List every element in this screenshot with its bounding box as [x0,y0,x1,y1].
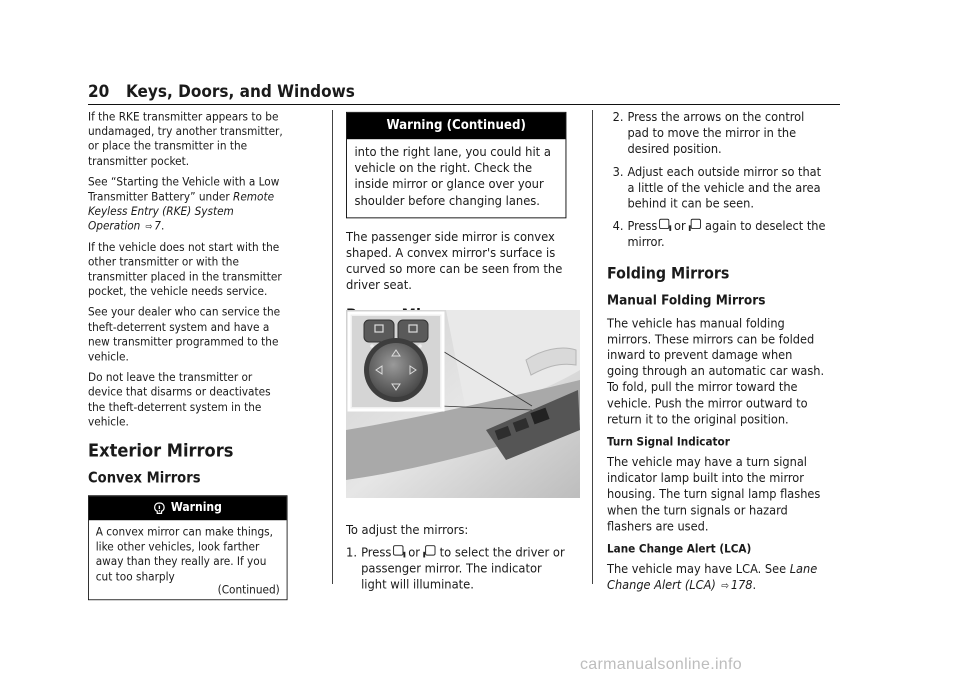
text: . [752,578,757,593]
page-ref-arrow-icon: ⇨ [145,221,153,233]
section-heading: Exterior Mirrors [88,440,234,461]
paragraph: The vehicle has manual folding mirrors. These mirrors can be folded inward to prevent damage when going through an automatic car wash. To fold, pull the mirror toward the vehicle. Push the mirror outward to return it to the original position. [607,316,825,427]
warning-header [347,113,566,139]
paragraph: See your dealer who can service the theft-deterrent system and have a new transmitter programmed to the vehicle. [88,305,281,364]
text: or [673,219,686,234]
paragraph: If the vehicle does not start with the other transmitter or with the transmitter placed in the transmitter pocket, the vehicle needs service. [88,240,282,299]
paragraph: If the RKE transmitter appears to be undamaged, try another transmitter, or place the transmitter in the transmitter pocket. [88,110,283,169]
warning-title: Warning (Continued) [386,117,526,133]
step-number: 2. [612,110,624,125]
list-item [613,165,827,213]
text: Press [627,219,658,234]
column-divider [332,110,333,584]
page-header [88,82,840,105]
page-number: 20 [88,82,110,102]
text: Press [361,545,392,561]
page-ref-number[interactable]: 178 [730,578,753,593]
step-text: Adjust each outside mirror so that a little of the vehicle and the area behind it can be seen. [627,164,822,212]
left-mirror-button-icon [425,545,435,555]
column-right [607,110,826,601]
minor-heading: Lane Change Alert (LCA) [607,541,752,556]
right-mirror-button-icon [659,219,669,229]
paragraph: To adjust the mirrors: [346,522,469,538]
right-mirror-button-icon [393,545,403,555]
section-heading: Folding Mirrors [607,264,730,283]
mirror-control-photo [346,310,580,498]
list-item [613,219,827,251]
paragraph: The passenger side mirror is convex shaped. A convex mirror's surface is curved so more can be seen from the driver seat. [346,229,563,294]
subsection-heading: Manual Folding Mirrors [607,292,766,308]
text: The vehicle may have LCA. See [607,562,790,577]
warning-text: into the right lane, you could hit a vehicle on the right. Check the inside mirror or glance over your shoulder before changing lanes. [354,144,551,209]
step-text: Press the arrows on the control pad to move the mirror in the desired position. [627,110,805,157]
warning-text: A convex mirror can make things, like other vehicles, look farther away than they really are. If you cut too sharply [95,525,273,584]
page-ref-number[interactable]: 7 [154,219,161,234]
text: . [160,219,165,234]
warning-box [88,495,288,600]
text: or [408,545,420,561]
paragraph: Do not leave the transmitter or device that disarms or deactivates the theft-deterrent system in the vehicle. [88,370,271,429]
paragraph: The vehicle may have a turn signal indicator lamp built into the mirror housing. The turn signal lamp flashes when the turn signals or hazard flashers are used. [607,455,821,534]
column-left [88,110,288,600]
continued-label: (Continued) [217,582,280,597]
paragraph [607,562,826,594]
cross-reference-link[interactable]: Remote Keyless Entry (RKE) System Operation [88,189,275,234]
cross-reference-link[interactable]: Lane Change Alert (LCA) [607,562,818,593]
step-number: 3. [612,164,624,180]
minor-heading: Turn Signal Indicator [607,434,730,449]
text: again to deselect the mirror. [627,219,826,250]
step-number: 4. [612,219,624,234]
column-divider [592,110,593,584]
warning-box-continued [346,112,566,218]
left-mirror-button-icon [690,219,700,229]
text: See “Starting the Vehicle with a Low Transmitter Battery” under [88,175,280,204]
warning-title: Warning [170,500,222,515]
subsection-heading: Convex Mirrors [88,469,201,487]
warning-header [89,496,287,520]
list-item [613,110,827,158]
watermark: carmanualsonline.info [580,656,742,673]
text: to select the driver or passenger mirror. The indicator light will illuminate. [361,545,565,593]
paragraph [88,175,288,234]
warning-icon [154,502,166,515]
page-ref-arrow-icon: ⇨ [721,579,729,592]
step-number: 1. [346,545,357,561]
chapter-title: Keys, Doors, and Windows [126,82,355,102]
list-item [346,545,566,594]
